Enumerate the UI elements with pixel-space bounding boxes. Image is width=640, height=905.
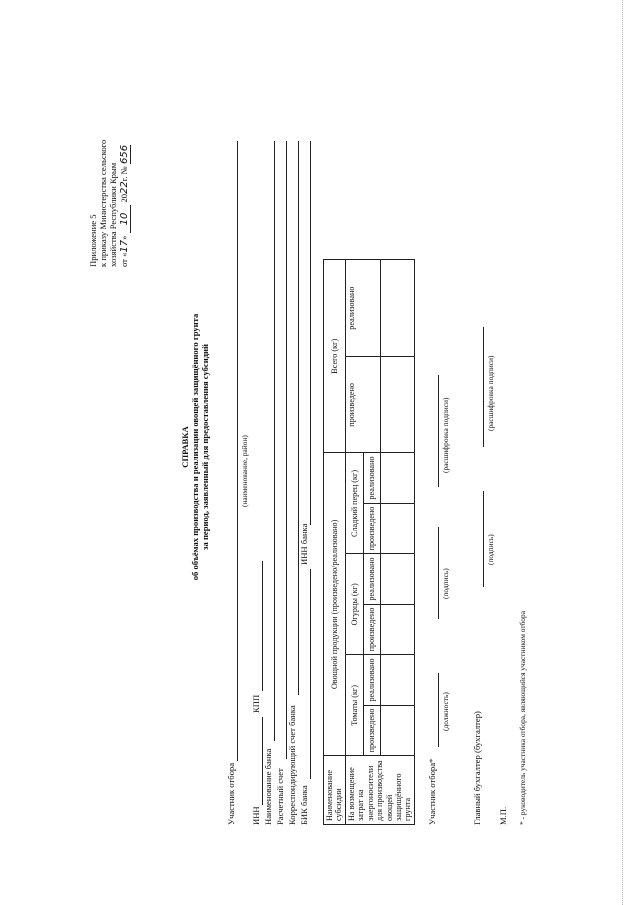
participant-signature-caption: (подпись) [441,568,450,599]
total-sold: реализовано [345,260,381,357]
cucumbers-produced: произведено [363,604,381,655]
date-month: 10 [119,205,131,234]
accountant-signature-caption: (подпись) [486,534,495,565]
accountant-decoding-caption: (расшифровка подписи) [486,355,495,431]
title-line-1: СПРАВКА [180,426,190,468]
bank-name-underline [274,141,275,741]
date-day: 17 [118,239,130,253]
table-header-row-2 [345,260,363,825]
title-line-2: об объёмах производства и реализации овощей защищённого грунта [189,313,200,581]
accountant-signature-underline [483,491,484,587]
cell-empty [381,260,414,357]
kpp-label: КПП [251,694,261,713]
inn-label: ИНН [251,806,261,825]
date-sep-1: » [118,235,129,240]
appendix-line-3: хозяйства Республики Крым [107,162,118,267]
bik-underline [310,569,311,779]
table-data-row [381,260,414,825]
cucumbers-sold: реализовано [363,554,381,604]
bank-inn-underline [310,141,311,525]
product-tomatoes: Томаты (кг) [345,655,363,756]
participant-label: Участник отбора [226,762,236,825]
subsidy-table [323,259,415,825]
appendix-line-1: Приложение 5 [88,214,98,267]
col-header-total: Всего (кг) [324,260,346,453]
cell-empty [381,604,414,655]
tomatoes-sold: реализовано [363,655,381,705]
cell-empty [381,705,414,756]
appendix-header [89,140,130,267]
cell-empty [381,503,414,554]
total-produced: произведено [345,357,381,453]
participant-caption: (наименование, район) [240,435,249,507]
position-underline [438,673,439,747]
bik-label: БИК банка [299,785,309,825]
product-cucumbers: Огурцы (кг) [345,554,363,655]
col-header-group: Овощной продукции (произведено/реализовано) [324,453,346,756]
participant-underline [237,141,238,761]
date-number-label: г. № [118,166,129,182]
appendix-date-line [119,140,131,267]
document-title [181,67,211,827]
tomatoes-produced: произведено [363,705,381,756]
pepper-sold: реализовано [363,453,381,503]
account-underline [286,141,287,759]
col-header-name: Наименование субсидии [324,756,346,825]
cell-empty [381,357,414,453]
title-line-3: за период, заявленный для предоставления субсидий [199,344,210,550]
participant-signature-underline [438,527,439,619]
row-label-energy: На возмещение затрат на энергоносители для производства овощей защищённого грунта [345,756,414,825]
table-header-row-1 [324,260,346,825]
account-label: Расчетный счет [275,768,285,825]
participant-signer-label: Участник отбора* [427,758,437,825]
bank-name-label: Наименование банка [263,748,273,825]
date-century: 20 [118,193,129,203]
pepper-produced: произведено [363,503,381,554]
accountant-label: Главный бухгалтер (бухгалтер) [472,711,482,825]
cell-empty [381,453,414,503]
product-pepper: Сладкий перец (кг) [345,453,363,554]
participant-decoding-underline [438,375,439,487]
date-prefix: от « [118,252,129,267]
footnote: * - руководитель участника отбора, являющийся участником отбора [518,611,527,825]
date-year: 22 [118,181,130,194]
stamp-label: М.П. [498,806,508,825]
scan-edge [622,0,640,905]
corr-account-label: Корреспондирующий счет банка [287,705,297,825]
cell-empty [381,655,414,705]
corr-account-underline [298,141,299,695]
order-number: 656 [118,144,130,164]
bank-inn-label: ИНН банка [299,523,309,565]
accountant-decoding-underline [483,327,484,447]
appendix-line-2: к приказу Министерства сельского [97,139,108,267]
cell-empty [381,554,414,604]
kpp-underline [262,561,263,691]
participant-decoding-caption: (расшифровка подписи) [441,397,450,473]
position-caption: (должность) [441,692,450,731]
document-page [87,67,553,827]
